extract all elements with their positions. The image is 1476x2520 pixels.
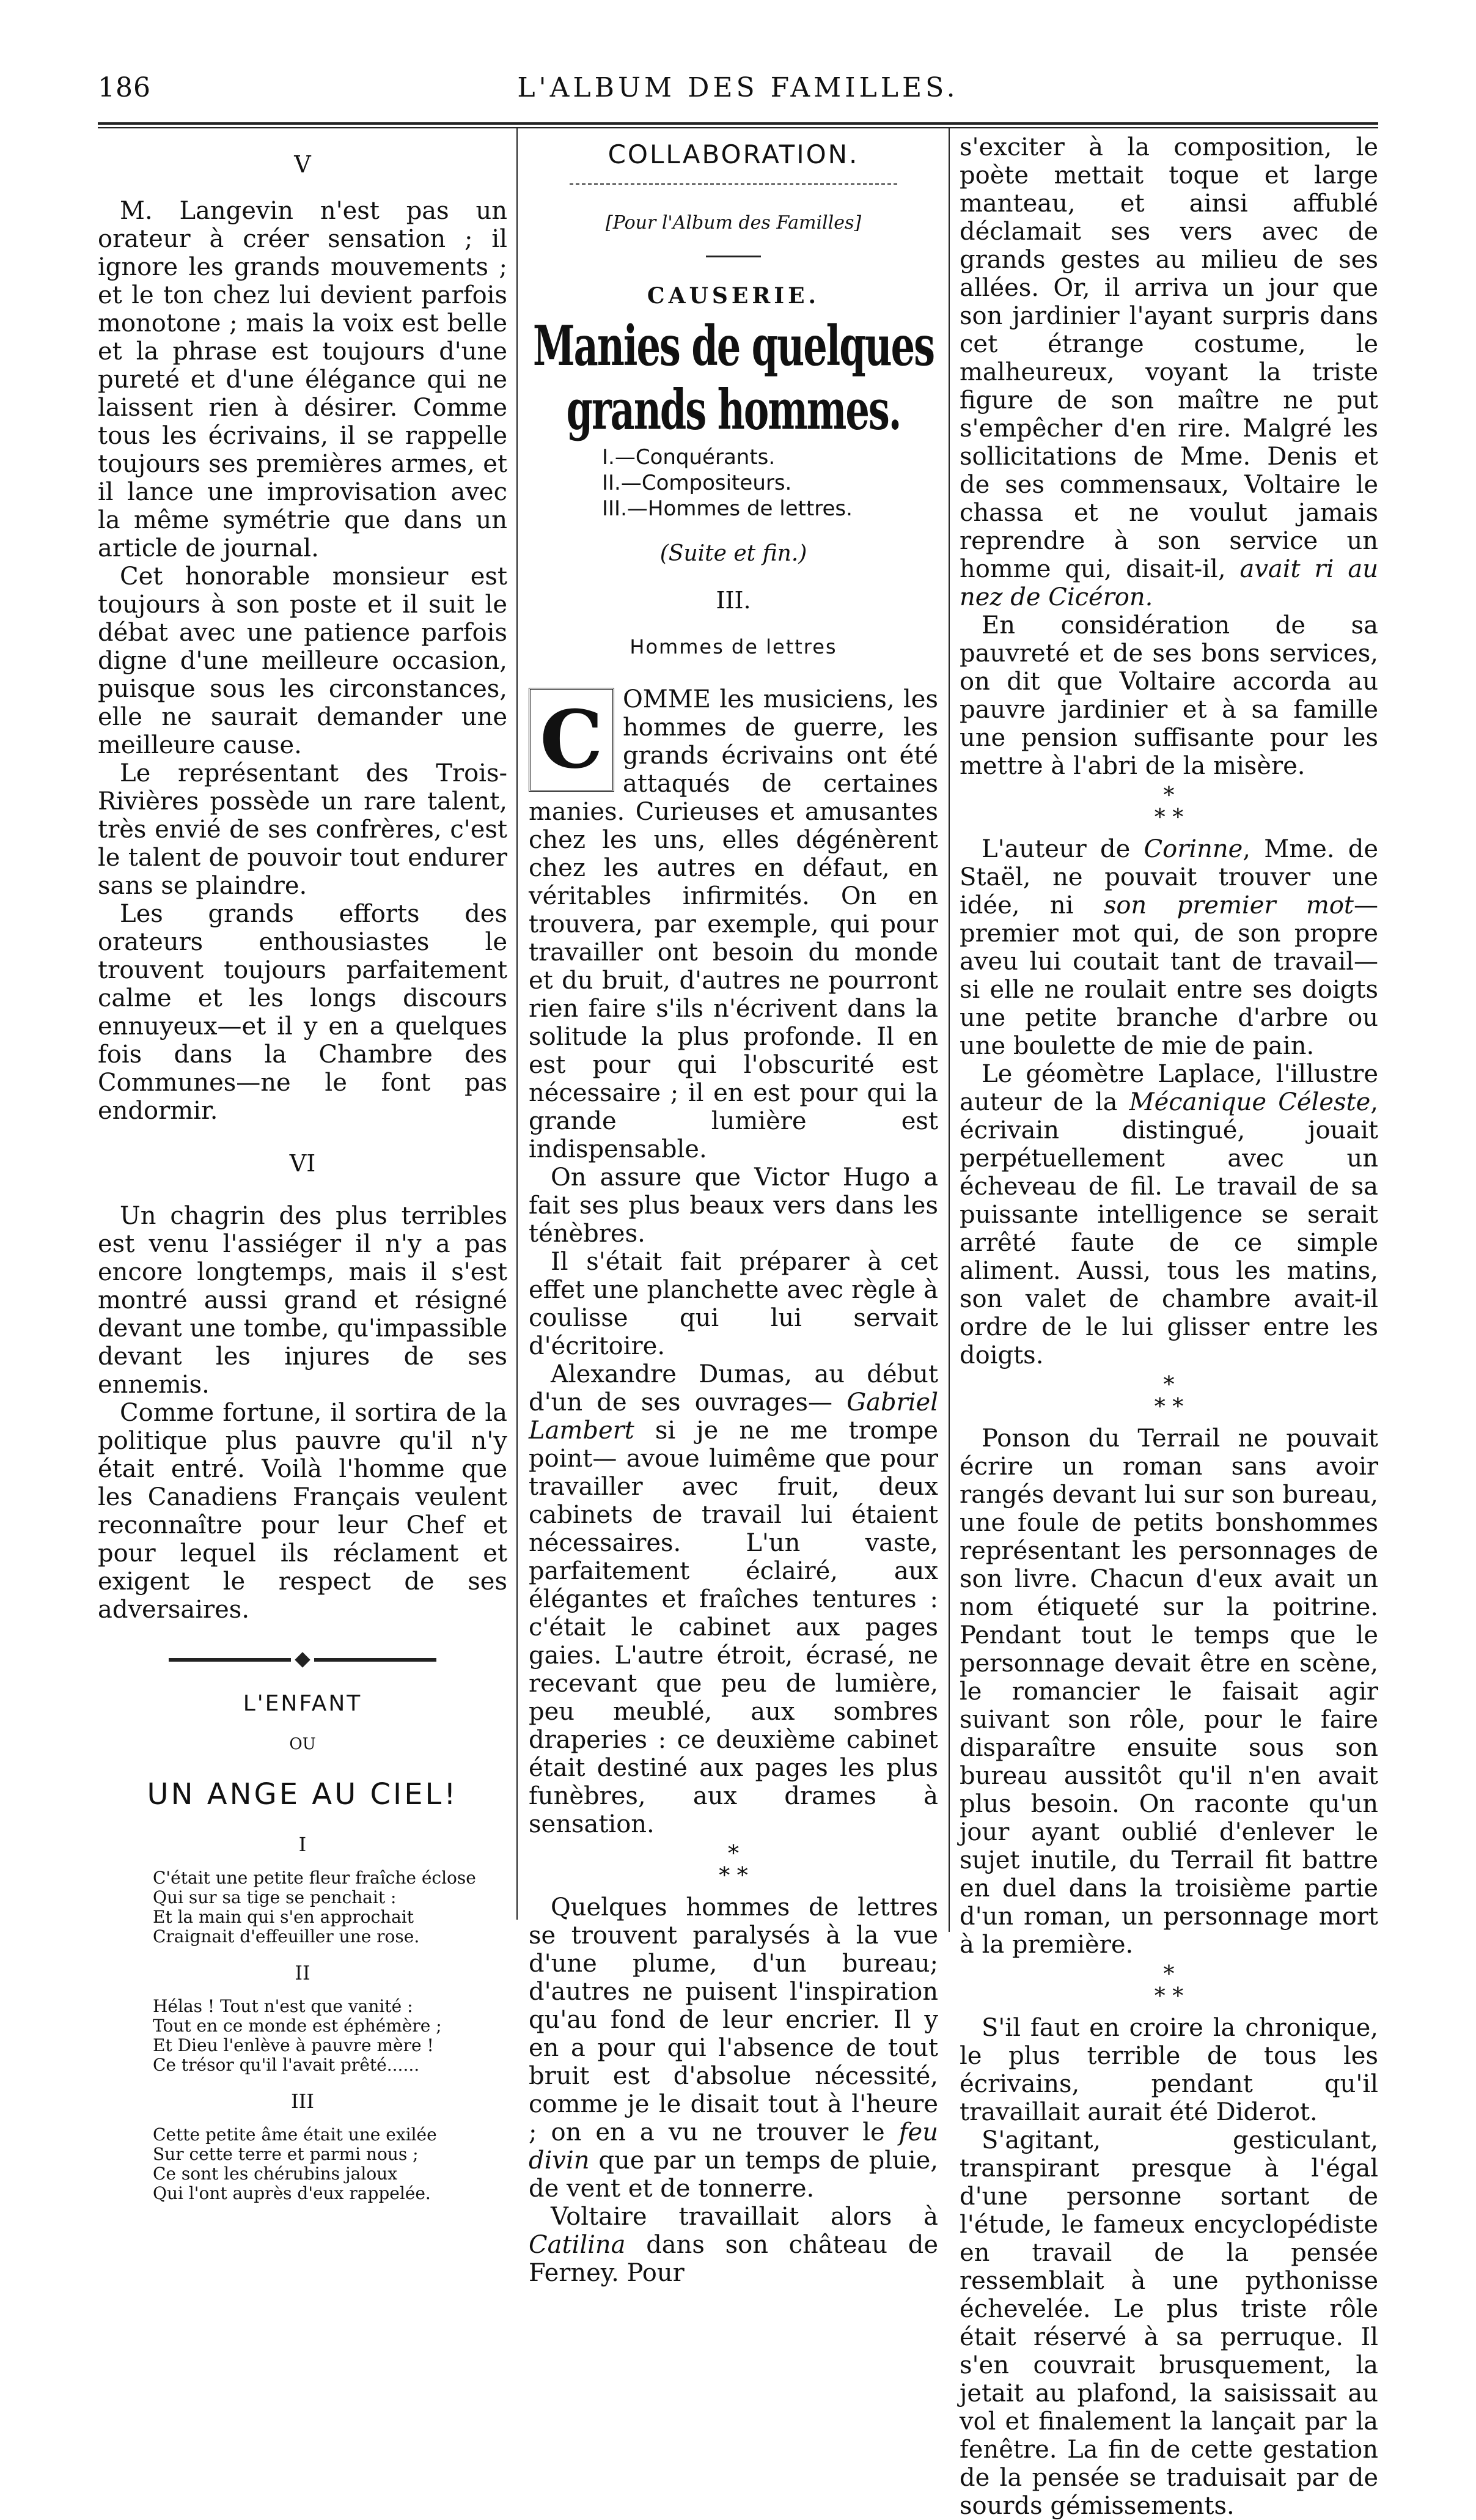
asterism [960,1374,1378,1418]
column-left [98,133,507,2203]
text-run: Quelques hommes de lettres se trouvent paralysés à la vue d'une plume, d'un bureau; d'autres ne puisent l'inspiration qu'au fond de leur encrier. Il y en a pour qui l'absence de tout bruit est d'absolue nécessité, comme je le disait tout à l'heure ; on en a vu ne trouver le [529,1893,938,2146]
ornament-diamond [295,1652,310,1667]
paragraph [960,1060,1378,1369]
header-rule [98,122,1378,128]
continuation-note: (Suite et fin.) [659,541,807,566]
asterism [960,785,1378,829]
ornament-bar [314,1658,436,1662]
verse-line: Sur cette terre et parmi nous ; [153,2144,419,2164]
italic-phrase: son premier mot [1103,891,1354,919]
ornament-bar [169,1658,291,1662]
text-run: , Mme. de Staël, ne pouvait trouver une idée, ni [960,835,1378,919]
verse-line: Ce trésor qu'il l'avait prêté...... [153,2055,420,2075]
text-run: L'auteur de [982,835,1144,863]
paragraph [529,2203,938,2287]
asterism-top: * [728,1841,739,1866]
verse-line: Tout en ce monde est éphémère ; [153,2016,442,2036]
italic-title: Catilina [529,2231,626,2259]
text-run: s'exciter à la composition, le poète mettait toque et large manteau, et ainsi affublé déclamait ses vers avec de grands gestes au milieu de ses allées. Or, il arriva un jour que son jardinier l'ayant surpris dans cet étrange costume, le malheureux, voyant la triste figure de son maître ne put s'empêcher d'en rire. Malgré les sollicitations de Mme. Denis et de ses commensaux, Voltaire le chassa et ne voulut jamais reprendre à son service un homme qui, disait-il, [960,133,1378,583]
verse-line: C'était une petite fleur fraîche éclose [153,1868,476,1888]
paragraph [529,1360,938,1838]
contribution-note: [Pour l'Album des Familles] [605,212,862,234]
column-middle [529,133,938,2287]
list-item: III.—Hommes de lettres. [602,496,853,521]
drop-cap: C [529,688,614,792]
verse-line: Cette petite âme était une exilée [153,2124,437,2145]
column-rule-left [516,128,518,1920]
paragraph: On assure que Victor Hugo a fait ses plus beaux vers dans les ténèbres. [529,1163,938,1248]
column-right [960,133,1378,2520]
poem-subtitle: UN ANGE AU CIEL! [147,1777,458,1811]
text-run: que par un temps de pluie, de vent et de tonnerre. [529,2146,938,2203]
asterism-top: * [1163,1372,1175,1398]
paragraph: M. Langevin n'est pas un orateur à créer sensation ; il ignore les grands mouvements ; et le ton chez lui devient parfois monotone ; mais la voix est belle et la phrase est toujours d'une pureté et d'une élégance qui ne laissent rien à désirer. Comme tous les écrivains, il se rappelle toujours ses premières armes, et il lance une improvisation avec la même symétrie que dans un article de journal. [98,197,507,562]
running-title: L'ALBUM DES FAMILLES. [517,72,959,103]
verse-line: Craignait d'effeuiller une rose. [153,1926,420,1947]
asterism [529,1843,938,1887]
short-rule [706,256,761,257]
paragraph: Il s'était fait préparer à cet effet une planchette avec règle à coulisse qui lui servait d'écritoire. [529,1248,938,1360]
text-run: si je ne me trompe point— avoue luimême que pour travailler avec fruit, deux cabinets de travail lui étaient nécessaires. L'un vaste, parfaitement éclairé, aux élégantes et fraîches tentures : c'était le cabinet aux pages gaies. L'autre étroit, écrasé, ne recevant que peu de lumière, peu meublé, aux sombres draperies : ce deuxième cabinet était destiné aux pages les plus funèbres, aux drames à sensation. [529,1417,938,1838]
text-run: Alexandre Dumas, au début d'un de ses ouvrages— [529,1360,938,1417]
italic-title: Mécanique Céleste [1129,1088,1371,1116]
list-item: II.—Compositeurs. [602,471,792,495]
dashed-rule [570,183,897,185]
italic-title: Gabriel Lambert [529,1388,938,1445]
asterism-top: * [1163,1962,1175,1987]
asterism-bottom: * * [1154,1984,1184,2009]
text-run: dans son château de Ferney. Pour [529,2231,938,2287]
asterism [960,1964,1378,2008]
part-heading: Hommes de lettres [630,635,837,658]
text-run: Voltaire travaillait alors à [551,2203,938,2231]
paragraph: S'agitant, gesticulant, transpirant presque à l'égal d'une personne sortant de l'étude, le fameux encyclopédiste en travail de la pensée ressemblait à une pythonisse échevelée. Le plus triste rôle était réservé à sa perruque. Il s'en couvrait brusquement, la jetait au plafond, la saisissait au vol et finalement la lançait par la fenêtre. La fin de cette gestation de la pensée se traduisait par de sourds gémissements. [960,2126,1378,2520]
column-rule-right [949,128,950,1932]
part-number: III. [716,587,751,614]
text-run: — premier mot qui, de son propre aveu lui coutait tant de travail— si elle ne roulait entre ses doigts une petite branche d'arbre ou une boulette de mie de pain. [960,891,1378,1060]
verse-line: Ce sont les chérubins jaloux [153,2164,397,2184]
stanza-number: III [291,2090,314,2113]
text-run: , écrivain distingué, jouait perpétuellement avec un écheveau de fil. Le travail de sa puissante intelligence se serait arrêté faute de ce simple aliment. Aussi, tous les matins, son valet de chambre avait-il ordre de le lui glisser entre les doigts. [960,1088,1378,1369]
text-run: Le géomètre Laplace, l'illustre auteur de la [960,1060,1378,1116]
paragraph: S'il faut en croire la chronique, le plus terrible de tous les écrivains, pendant qu'il travaillait aurait été Diderot. [960,2014,1378,2126]
stanza-number: I [298,1833,307,1856]
verse-line: Qui sur sa tige se penchait : [153,1887,397,1907]
poem-conjunction: OU [289,1735,316,1753]
verse-line: Et la main qui s'en approchait [153,1907,414,1927]
asterism-bottom: * * [1154,1394,1184,1420]
section-number-vi: VI [289,1150,316,1177]
italic-phrase: feu divin [529,2118,938,2175]
rubric-causerie: CAUSERIE. [647,283,820,309]
paragraph [529,1893,938,2203]
section-title-collaboration: COLLABORATION. [608,139,859,169]
paragraph: Cet honorable monsieur est toujours à son poste et il suit le débat avec une patience parfois digne d'une meilleure occasion, puisque sous les circonstances, elle ne saurait demander une meilleure cause. [98,562,507,759]
ornament-divider [98,1654,507,1665]
paragraph [529,685,938,1163]
paragraph: En considération de sa pauvreté et de ses bons services, on dit que Voltaire accorda au pauvre jardinier et à sa famille une pension suffisante pour les mettre à l'abri de la misère. [960,611,1378,780]
page-number: 186 [98,72,151,103]
paragraph: Comme fortune, il sortira de la politique plus pauvre qu'il n'y était entré. Voilà l'homme que les Canadiens Français veulent reconnaître pour leur Chef et pour lequel ils réclament et exigent le respect de ses adversaires. [98,1399,507,1624]
poem-title: L'ENFANT [243,1691,362,1716]
stanza-number: II [295,1961,310,1984]
verse-line: Et Dieu l'enlève à pauvre mère ! [153,2035,434,2055]
paragraph [960,835,1378,1060]
paragraph [960,133,1378,611]
paragraph-text: OMME les musiciens, les hommes de guerre, les grands écrivains ont été attaqués de certaines manies. Curieuses et amusantes chez les uns, elles dégénèrent chez les autres en défaut, en véritables infirmités. On en trouvera, par exemple, qui pour travailler ont besoin du monde et du bruit, d'autres ne pourront rien faire s'ils n'écrivent dans la solitude la plus profonde. Il en est pour qui l'obscurité est nécessaire ; il en est pour qui la grande lumière est indispensable. [529,685,938,1163]
italic-title: Corinne [1144,835,1243,863]
asterism-bottom: * * [1154,805,1184,830]
section-number-v: V [294,151,311,178]
paragraph: Un chagrin des plus terribles est venu l'assiéger il n'y a pas encore longtemps, mais il s'est montré aussi grand et résigné devant une tombe, qu'impassible devant les injures de ses ennemis. [98,1202,507,1399]
italic-quote: avait ri au nez de Cicéron. [960,555,1378,611]
contents-list [602,444,938,521]
list-item: I.—Conquérants. [602,445,776,470]
paragraph: Le représentant des Trois-Rivières possède un rare talent, très envié de ses confrères, c'est le talent de pouvoir tout endurer sans se plaindre. [98,759,507,900]
verse-line: Hélas ! Tout n'est que vanité : [153,1996,413,2016]
page-header [98,72,1378,121]
asterism-top: * [1163,783,1175,808]
paragraph: Ponson du Terrail ne pouvait écrire un roman sans avoir rangés devant lui sur son bureau, une foule de petits bonshommes représentant les personnages de son livre. Chacun d'eux avait un nom étiqueté sur la poitrine. Pendant tout le temps que le personnage devait être en scène, le romancier le faisait agir suivant son rôle, pour le faire disparaître ensuite sous son bureau aussitôt qu'il n'en avait plus besoin. On raconte qu'un jour ayant oublié d'enlever le sujet inutile, du Terrail fit battre en duel dans la troisième partie d'un roman, un personnage mort à la première. [960,1424,1378,1959]
verse-line: Qui l'ont auprès d'eux rappelée. [153,2183,431,2203]
paragraph: Les grands efforts des orateurs enthousiastes le trouvent toujours parfaitement calme et les longs discours ennuyeux—et il y en a quelques fois dans la Chambre des Communes—ne le font pas endormir. [98,900,507,1125]
article-title: Manies de quelques grands hommes. [533,314,934,443]
asterism-bottom: * * [719,1863,748,1888]
